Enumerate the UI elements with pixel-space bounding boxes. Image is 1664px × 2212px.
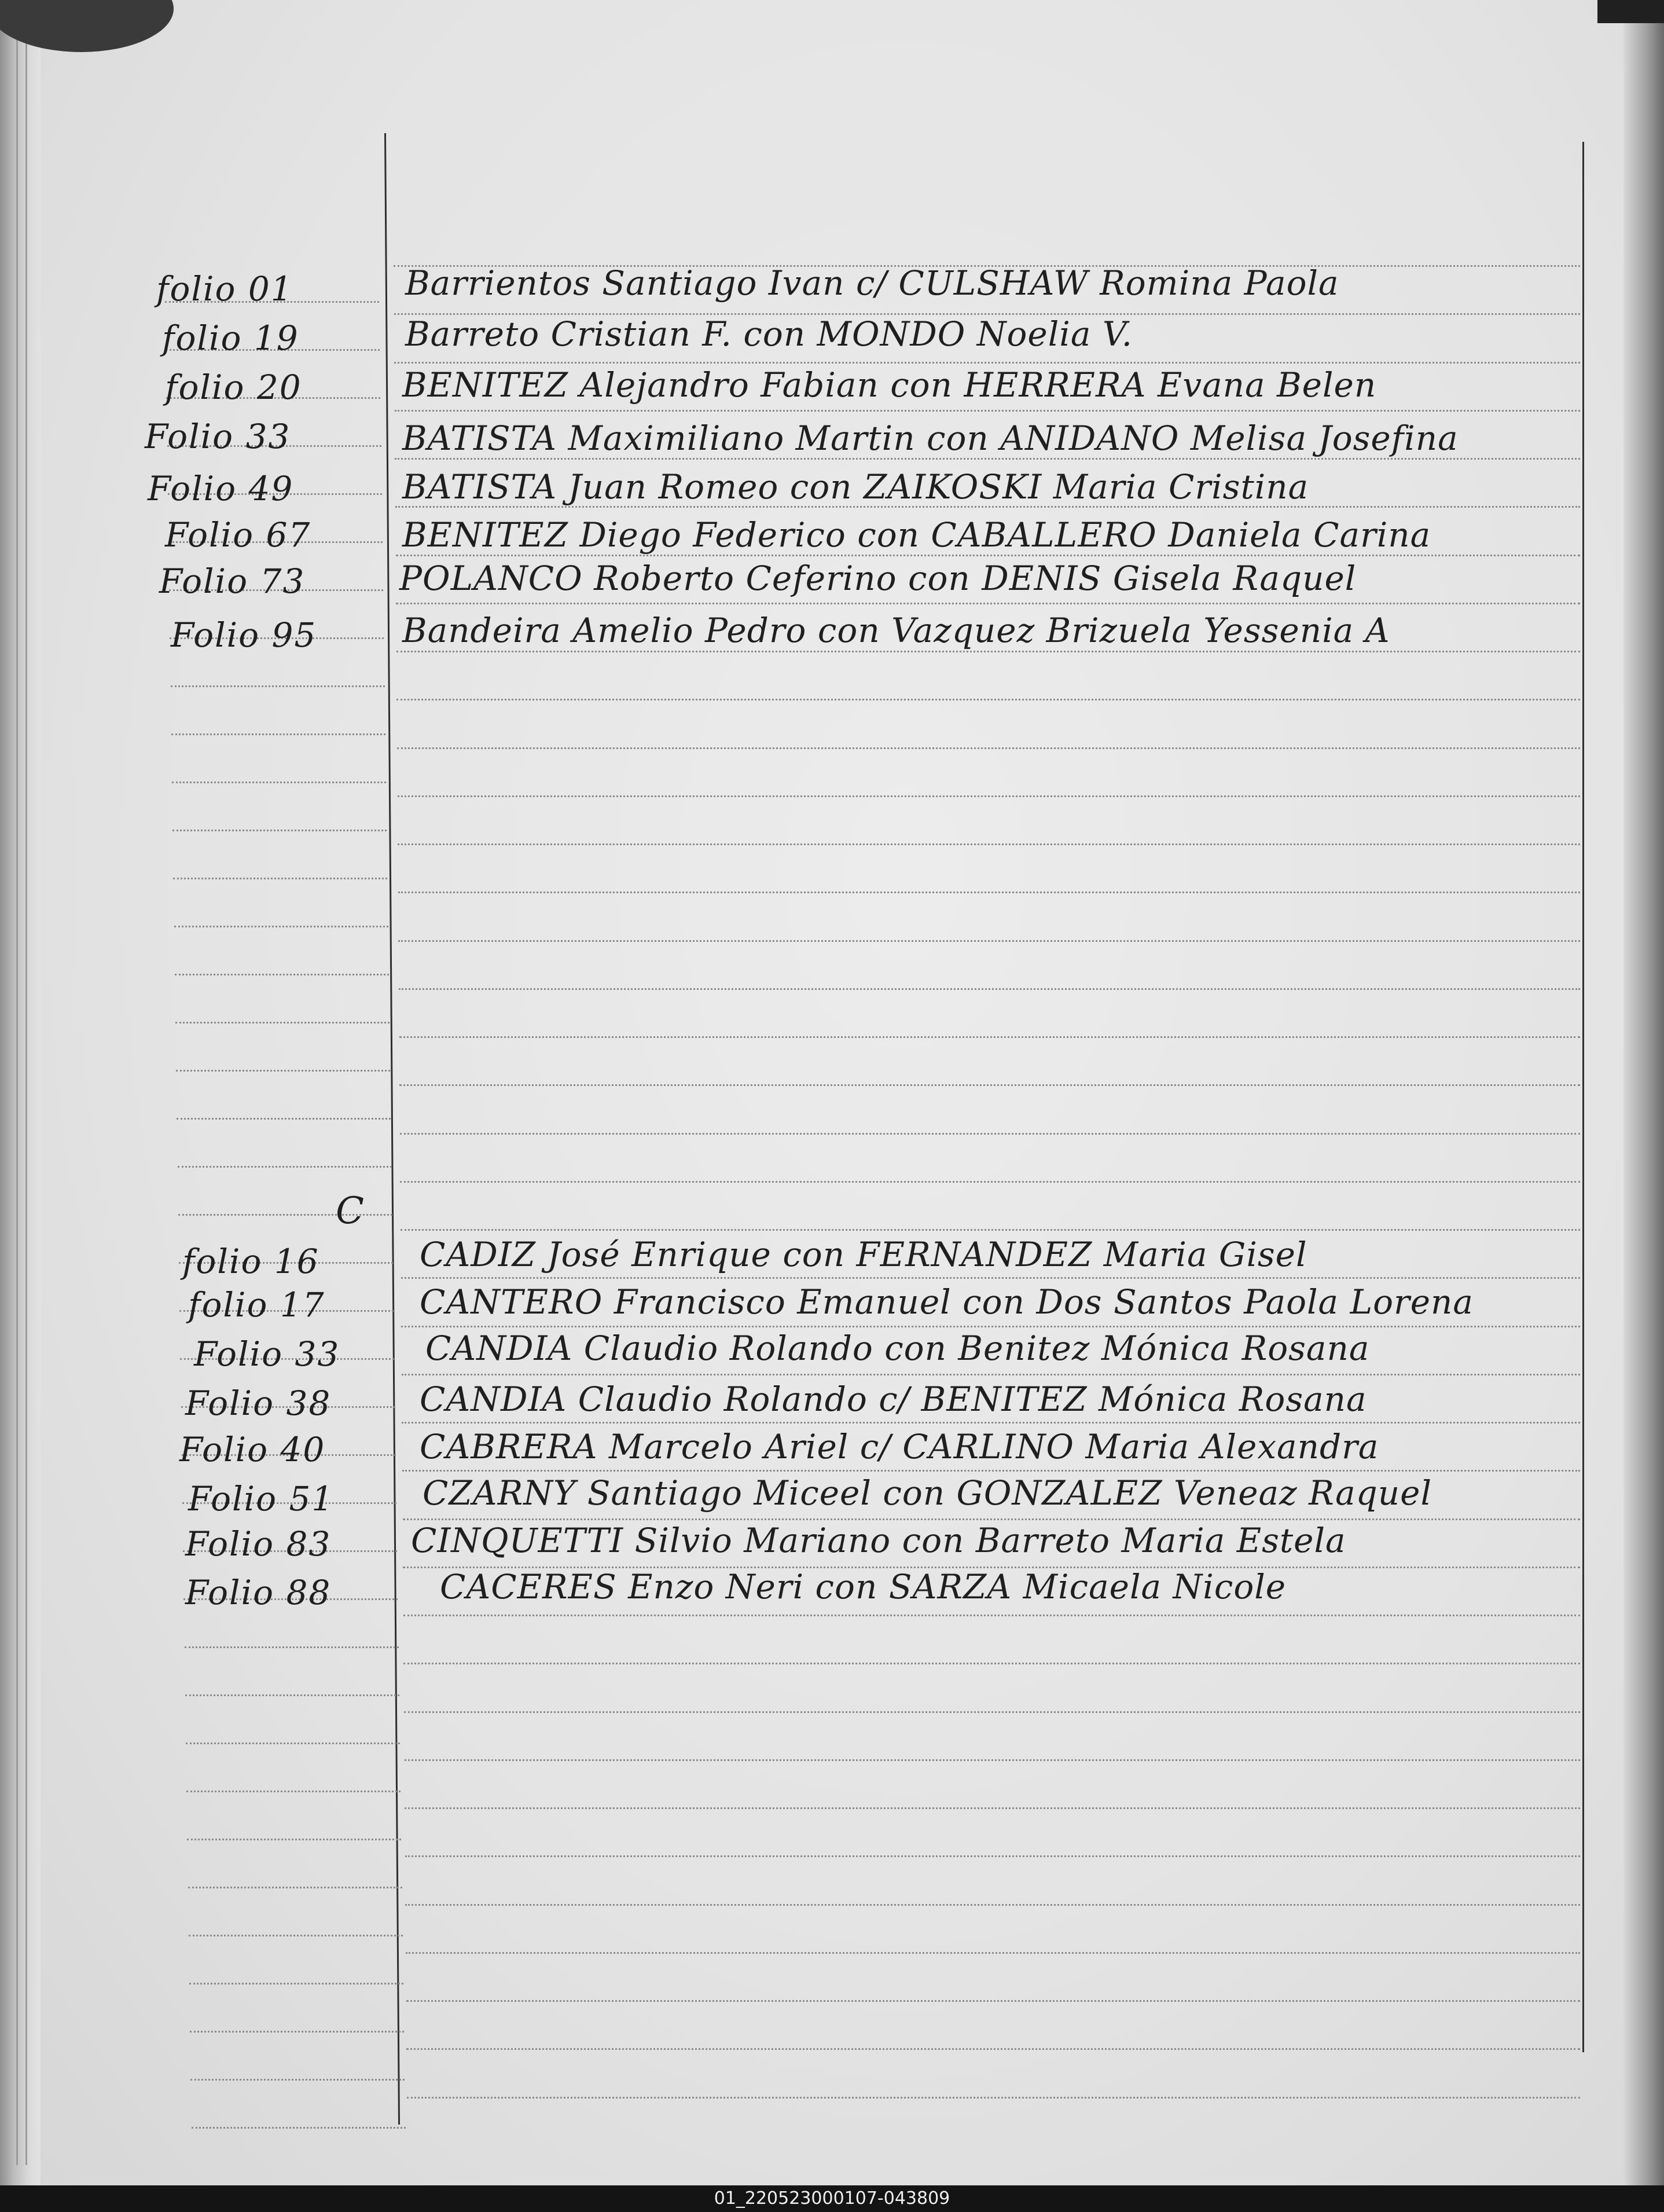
folio-label: Folio 73	[159, 562, 306, 601]
ruled-dotted-line	[406, 2000, 1580, 2002]
right-page-shadow	[1623, 0, 1664, 2185]
folio-label: Folio 38	[185, 1384, 332, 1423]
margin-dotted-line	[171, 685, 385, 687]
entry-text: POLANCO Roberto Ceferino con DENIS Gisela Raquel	[399, 559, 1357, 598]
margin-dotted-line	[175, 974, 389, 975]
ruled-dotted-line	[405, 1759, 1580, 1761]
margin-dotted-line	[189, 1983, 403, 1984]
ruled-dotted-line	[396, 651, 1580, 652]
margin-dotted-line	[178, 1166, 392, 1168]
ruled-dotted-line	[406, 2048, 1580, 2050]
margin-dotted-line	[171, 733, 385, 735]
entry-text: BENITEZ Alejandro Fabian con HERRERA Evana Belen	[402, 365, 1377, 405]
folio-label: folio 17	[188, 1285, 325, 1325]
ruled-dotted-line	[405, 1904, 1580, 1906]
ruled-dotted-line	[403, 1518, 1580, 1520]
margin-dotted-line	[174, 926, 388, 927]
folio-label: folio 16	[182, 1242, 319, 1281]
ruled-dotted-line	[399, 1084, 1580, 1086]
ruled-dotted-line	[401, 1277, 1580, 1279]
ruled-dotted-line	[398, 795, 1580, 797]
margin-dotted-line	[192, 2127, 406, 2129]
ruled-dotted-line	[402, 1470, 1580, 1472]
margin-dotted-line	[172, 830, 387, 831]
margin-dotted-line	[172, 782, 386, 783]
folio-label: Folio 51	[188, 1479, 335, 1518]
ruled-dotted-line	[402, 1422, 1580, 1424]
margin-dotted-line	[177, 1118, 391, 1120]
margin-dotted-line	[173, 878, 387, 879]
section-letter: C	[336, 1190, 364, 1232]
folio-label: Folio 40	[179, 1430, 326, 1469]
margin-dotted-line	[187, 1839, 401, 1840]
ruled-dotted-line	[405, 1855, 1580, 1857]
ruled-dotted-line	[397, 747, 1580, 749]
margin-dotted-line	[190, 2079, 405, 2081]
ruled-dotted-line	[400, 1181, 1580, 1183]
folio-label: Folio 33	[145, 417, 291, 456]
entry-text: BENITEZ Diego Federico con CABALLERO Daniela Carina	[402, 515, 1431, 555]
ruled-dotted-line	[399, 1036, 1580, 1038]
entry-text: Barreto Cristian F. con MONDO Noelia V.	[405, 314, 1133, 354]
ruled-dotted-line	[398, 892, 1580, 893]
entry-text: BATISTA Maximiliano Martin con ANIDANO Melisa Josefina	[402, 419, 1459, 458]
ruled-dotted-line	[398, 843, 1580, 845]
entry-text: CINQUETTI Silvio Mariano con Barreto Maria Estela	[411, 1521, 1346, 1560]
entry-text: CADIZ José Enrique con FERNANDEZ Maria Gisel	[420, 1235, 1307, 1274]
ruled-dotted-line	[401, 1326, 1580, 1327]
margin-dotted-line	[186, 1791, 401, 1792]
corner-shadow	[1597, 0, 1664, 23]
ruled-dotted-line	[399, 988, 1580, 990]
page-edge-line	[16, 23, 18, 2165]
ruled-dotted-line	[407, 2097, 1580, 2099]
folio-label: Folio 95	[171, 615, 317, 655]
ruled-dotted-line	[403, 1615, 1580, 1616]
folio-label: folio 19	[162, 318, 299, 358]
entry-text: CANDIA Claudio Rolando con Benitez Mónica Rosana	[425, 1329, 1370, 1368]
margin-dotted-line	[175, 1022, 390, 1024]
margin-dotted-line	[188, 1887, 402, 1888]
margin-dotted-line	[176, 1070, 390, 1072]
footer-filename: 01_220523000107-043809	[714, 2188, 950, 2209]
ruled-dotted-line	[394, 362, 1580, 364]
entry-text: Barrientos Santiago Ivan c/ CULSHAW Romina Paola	[405, 263, 1339, 303]
ruled-dotted-line	[398, 940, 1580, 942]
ruled-dotted-line	[396, 699, 1580, 700]
entry-text: CZARNY Santiago Miceel con GONZALEZ Veneaz Raquel	[423, 1473, 1432, 1513]
ruled-dotted-line	[395, 458, 1580, 460]
margin-dotted-line	[185, 1694, 399, 1696]
entry-text: CANTERO Francisco Emanuel con Dos Santos Paola Lorena	[420, 1282, 1474, 1322]
ruled-dotted-line	[405, 1807, 1580, 1809]
ruled-dotted-line	[403, 1663, 1580, 1664]
folio-label: Folio 33	[194, 1334, 340, 1374]
folio-label: folio 01	[156, 269, 293, 309]
ruled-dotted-line	[395, 410, 1580, 412]
margin-dotted-line	[189, 1935, 403, 1936]
margin-dotted-line	[190, 2031, 404, 2033]
entry-text: BATISTA Juan Romeo con ZAIKOSKI Maria Cristina	[402, 467, 1309, 507]
page-edge-line	[25, 23, 27, 2165]
ruled-dotted-line	[404, 1711, 1580, 1713]
margin-dotted-line	[186, 1743, 400, 1744]
folio-label: Folio 88	[185, 1573, 332, 1612]
margin-dotted-line	[185, 1646, 399, 1648]
folio-label: Folio 83	[185, 1524, 332, 1564]
book-spine-edge	[0, 0, 41, 2185]
ruled-dotted-line	[402, 1374, 1580, 1375]
ruled-dotted-line	[401, 1229, 1580, 1231]
ruled-dotted-line	[396, 603, 1580, 604]
entry-text: CANDIA Claudio Rolando c/ BENITEZ Mónica Rosana	[420, 1380, 1367, 1419]
entry-text: Bandeira Amelio Pedro con Vazquez Brizuela Yessenia A	[402, 611, 1390, 650]
folio-label: folio 20	[165, 368, 302, 407]
entry-text: CACERES Enzo Neri con SARZA Micaela Nicole	[440, 1567, 1287, 1606]
ruled-dotted-line	[406, 1952, 1580, 1954]
right-rule	[1582, 142, 1584, 2052]
ruled-dotted-line	[400, 1133, 1580, 1135]
folio-label: Folio 67	[165, 515, 311, 555]
entry-text: CABRERA Marcelo Ariel c/ CARLINO Maria Alexandra	[420, 1427, 1379, 1466]
folio-label: Folio 49	[148, 469, 294, 508]
